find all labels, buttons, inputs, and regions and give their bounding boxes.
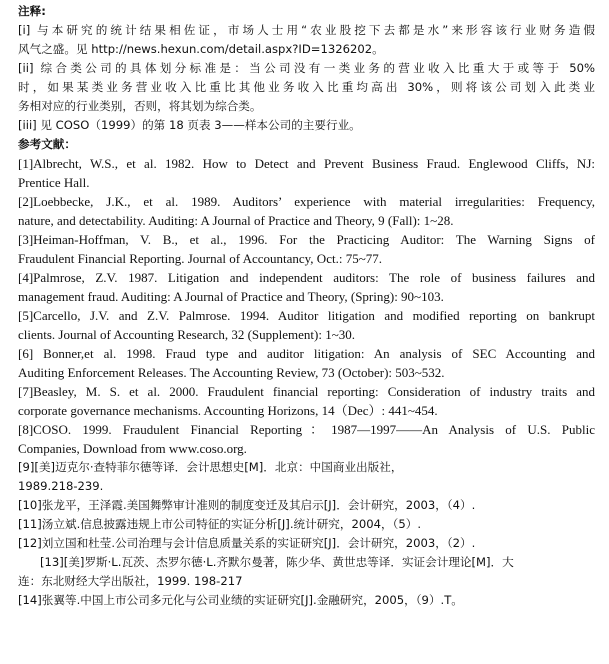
reference-item [18, 382, 595, 420]
note-item [18, 116, 595, 135]
notes-section [18, 2, 595, 135]
references-heading: 参考文献： [18, 137, 76, 151]
reference-line: [8]COSO. 1999. Fraudulent Financial Reporting：1987—1997——An Analysis of U.S. Public [18, 422, 595, 437]
reference-item [18, 534, 595, 553]
reference-item [18, 458, 595, 496]
reference-line: Prentice Hall. [18, 175, 90, 190]
reference-line: [13][美]罗斯·L.瓦茨、杰罗尔德·L.齐默尔曼著，陈少华、黄世忠等译．实证会计理论[M]．大 [40, 555, 514, 569]
reference-item [18, 496, 595, 515]
references-section [18, 135, 595, 610]
note-line: [i] 与本研究的统计结果相佐证，市场人士用“农业股挖下去都是水”来形容该行业财务造假 [18, 23, 595, 37]
reference-line: [1]Albrecht, W.S., et al. 1982. How to Detect and Prevent Business Fraud. Englewood Cliffs, NJ: [18, 156, 595, 171]
reference-line: [2]Loebbecke, J.K., et al. 1989. Auditors’ experience with material irregularities: Frequency, [18, 194, 595, 209]
note-item [18, 59, 595, 116]
reference-line: Fraudulent Financial Reporting. Journal of Accountancy, Oct.: 75~77. [18, 251, 382, 266]
reference-item [18, 268, 595, 306]
reference-line: [12]刘立国和杜莹.公司治理与会计信息质量关系的实证研究[J]．会计研究，2003，（2）. [18, 536, 476, 550]
reference-line: Auditing Enforcement Releases. The Accounting Review, 73 (October): 503~532. [18, 365, 445, 380]
note-line: [ii] 综合类公司的具体划分标准是：当公司没有一类业务的营业收入比重大于或等于 50% [18, 61, 595, 75]
reference-line: clients. Journal of Accounting Research, 32 (Supplement): 1~30. [18, 327, 356, 342]
note-item [18, 21, 595, 59]
reference-item [18, 192, 595, 230]
reference-item [18, 344, 595, 382]
reference-line: 1989.218-239. [18, 479, 104, 493]
reference-line: [9][美]迈克尔·查特菲尔德等译．会计思想史[M]．北京：中国商业出版社， [18, 460, 403, 474]
reference-item [18, 515, 595, 534]
reference-item [18, 591, 595, 610]
notes-heading: 注释: [18, 4, 46, 18]
reference-line: [5]Carcello, J.V. and Z.V. Palmrose. 1994. Auditor litigation and modified reporting on bankrupt [18, 308, 595, 323]
reference-line: [11]汤立斌.信息披露违规上市公司特征的实证分析[J].统计研究，2004，（5）. [18, 517, 422, 531]
reference-line: corporate governance mechanisms. Accounting Horizons, 14（Dec）: 441~454. [18, 403, 438, 418]
note-line: 时，如果某类业务营业收入比重比其他业务收入比重均高出 30%，则将该公司划入此类业 [18, 80, 595, 94]
reference-line: nature, and detectability. Auditing: A Journal of Practice and Theory, 9 (Fall): 1~28. [18, 213, 454, 228]
reference-line: [7]Beasley, M. S. et al. 2000. Fraudulent financial reporting: Consideration of industry traits and [18, 384, 595, 399]
reference-item [18, 420, 595, 458]
reference-line: [3]Heiman-Hoffman, V. B., et al., 1996. For the Practicing Auditor: The Warning Signs of [18, 232, 595, 247]
reference-line: [6] Bonner,et al. 1998. Fraud type and auditor litigation: An analysis of SEC Accounting and [18, 346, 595, 361]
reference-line: [10]张龙平，王泽霞.美国舞弊审计准则的制度变迁及其启示[J]．会计研究，2003，（4）. [18, 498, 476, 512]
reference-item [18, 154, 595, 192]
note-line: 风气之盛。见 http://news.hexun.com/detail.aspx?ID=1326202。 [18, 42, 384, 56]
reference-line: [4]Palmrose, Z.V. 1987. Litigation and independent auditors: The role of business failures and [18, 270, 595, 285]
reference-line: 连：东北财经大学出版社，1999. 198-217 [18, 574, 243, 588]
note-line: 务相对应的行业类别，否则，将其划为综合类。 [18, 99, 262, 113]
note-line: [iii] 见 COSO（1999）的第 18 页表 3——样本公司的主要行业。 [18, 118, 361, 132]
reference-item [18, 553, 595, 591]
reference-line: [14]张翼等.中国上市公司多元化与公司业绩的实证研究[J].金融研究，2005，（9）.T。 [18, 593, 463, 607]
reference-line: Companies, Download from www.coso.org. [18, 441, 247, 456]
reference-line: management fraud. Auditing: A Journal of Practice and Theory, (Spring): 90~103. [18, 289, 444, 304]
reference-item [18, 230, 595, 268]
reference-item [18, 306, 595, 344]
